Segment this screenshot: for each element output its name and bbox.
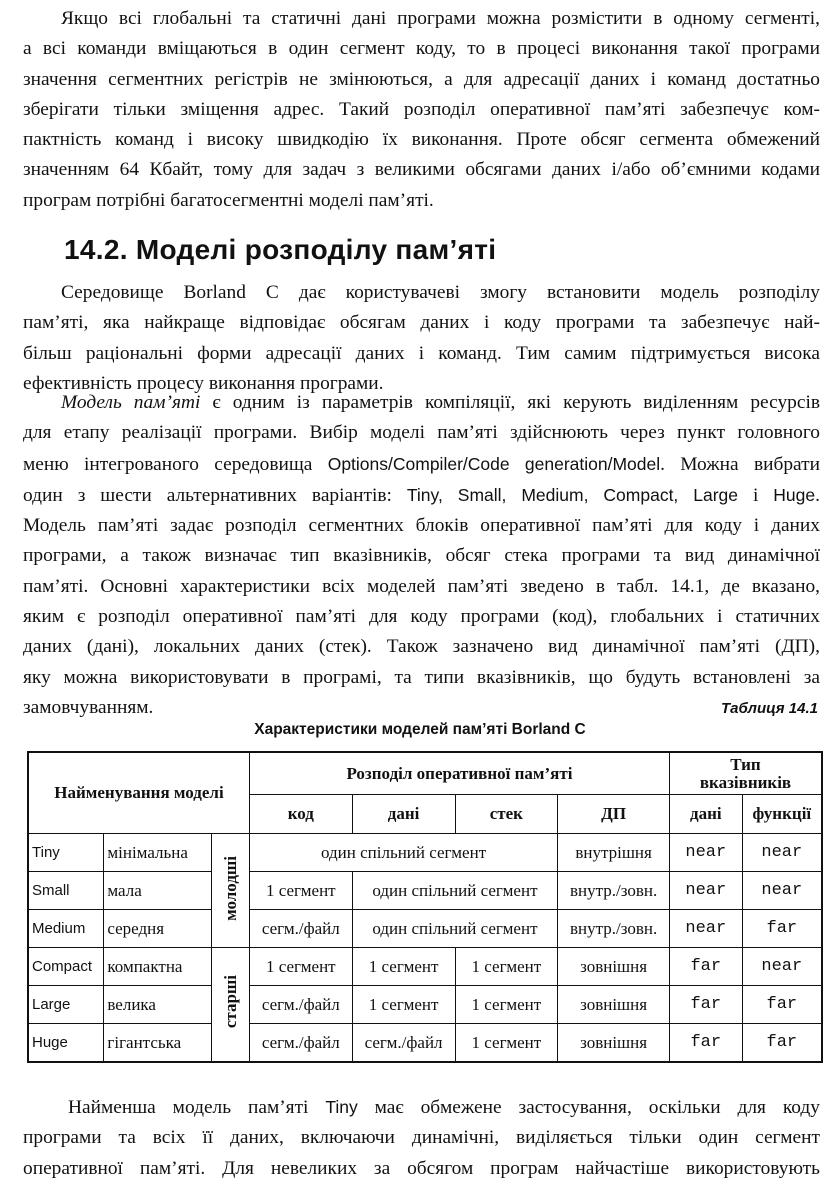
table-row: [28, 1024, 822, 1063]
cell-ptr-func: near: [742, 872, 822, 910]
cell-ptr-func: near: [742, 948, 822, 986]
cell-ptr-func: far: [742, 910, 822, 948]
text-line: зберігати тільки зміщення адрес. Такий розподіл оперативної пам’яті забезпечує ком-: [23, 98, 820, 120]
cell-code: 1 сегмент: [249, 948, 352, 986]
group-junior: [212, 834, 250, 948]
cell-shared: один спільний сегмент: [352, 872, 558, 910]
text-span: має обмежене застосування, оскільки для коду: [357, 1097, 820, 1118]
header-data: дані: [352, 795, 455, 834]
text-span: Найменша модель пам’яті: [68, 1097, 326, 1118]
text-span: є одним із параметрів компіляції, які керують виділенням ресурсів: [200, 392, 820, 413]
memory-models-table: [27, 751, 823, 1063]
text-line: ефективність процесу виконання програми.: [23, 372, 384, 394]
model-name: Large: [28, 986, 104, 1024]
table-caption: Характеристики моделей пам’яті Borland C: [254, 721, 586, 738]
model-name: Tiny: [28, 834, 104, 872]
header-pointer-type-2: вказівників: [699, 772, 792, 792]
text-line: замовчуванням.: [23, 696, 154, 718]
cell-ptr-data: near: [669, 834, 742, 872]
text-span: .: [815, 484, 820, 506]
cell-heap: зовнішня: [558, 948, 670, 986]
cell-heap: внутр./зовн.: [558, 910, 670, 948]
header-ptr-func: функції: [742, 795, 822, 834]
model-tiny: Tiny: [325, 1097, 358, 1117]
text-line: Модель пам’яті задає розподіл сегментних блоків оперативної пам’яті для коду і даних: [23, 515, 820, 537]
section-heading: 14.2. Моделі розподілу пам’яті: [64, 234, 497, 265]
text-line: [23, 388, 820, 418]
model-name: Compact: [28, 948, 104, 986]
intro-paragraph: [23, 4, 820, 216]
text-line: [23, 480, 820, 511]
text-line: пактність команд і високу швидкодію їх виконання. Проте обсяг сегмента обмежений: [23, 129, 820, 151]
model-huge: Huge: [773, 484, 816, 505]
cell-data: 1 сегмент: [352, 948, 455, 986]
model-desc: мала: [104, 872, 212, 910]
text-line: більш раціональні форми адресації даних і команд. Тим самим підтримується висока: [23, 342, 820, 364]
cell-heap: внутр./зовн.: [558, 872, 670, 910]
cell-code: сегм./файл: [249, 986, 352, 1024]
cell-heap: зовнішня: [558, 1024, 670, 1063]
text-line: Середовище Borland C дає користувачеві змогу встановити модель розподілу: [61, 282, 820, 303]
header-ptr-data: дані: [669, 795, 742, 834]
group-junior-label: молодші: [220, 855, 240, 921]
model-name: Medium: [28, 910, 104, 948]
cell-code: сегм./файл: [249, 910, 352, 948]
table-row: [28, 948, 822, 986]
text-span: один з шести альтернативних варіантів:: [23, 484, 407, 506]
text-line: пам’яті. Основні характеристики всіх моделей пам’яті зведено в табл. 14.1, де вказано,: [23, 575, 820, 597]
text-line: яким є розподіл оперативної пам’яті для коду програми (код), глобальних і статичних: [23, 606, 820, 628]
table-row: [28, 872, 822, 910]
cell-ptr-func: near: [742, 834, 822, 872]
text-span: . Можна вибрати: [660, 453, 820, 475]
cell-ptr-data: far: [669, 948, 742, 986]
text-line: Якщо всі глобальні та статичні дані програми можна розмістити в одному сегменті,: [61, 8, 820, 29]
model-desc: велика: [104, 986, 212, 1024]
cell-heap: зовнішня: [558, 986, 670, 1024]
cell-stack: 1 сегмент: [455, 948, 558, 986]
table-row: [28, 910, 822, 948]
text-span: і: [738, 484, 774, 506]
paragraph-environment: [23, 278, 820, 399]
header-distribution: Розподіл оперативної пам’яті: [249, 752, 669, 795]
text-line: програми та всіх її даних, включаючи динамічні, виділяється тільки один сегмент: [23, 1127, 820, 1149]
table-row: [28, 986, 822, 1024]
cell-data: 1 сегмент: [352, 986, 455, 1024]
header-code: код: [249, 795, 352, 834]
header-pointer-type-1: Тип: [730, 754, 761, 774]
model-desc: середня: [104, 910, 212, 948]
cell-ptr-func: far: [742, 1024, 822, 1063]
cell-stack: 1 сегмент: [455, 986, 558, 1024]
model-list: Tiny, Small, Medium, Compact, Large: [406, 484, 739, 505]
model-name: Small: [28, 872, 104, 910]
text-line: яку можна використовувати в програмі, та типи вказівників, що будуть встановлені за: [23, 666, 820, 688]
table-label: Таблиця 14.1: [721, 700, 818, 717]
model-desc: гігантська: [104, 1024, 212, 1063]
cell-ptr-data: near: [669, 872, 742, 910]
text-line: а всі команди вміщаються в один сегмент коду, то в процесі виконання такої програми: [23, 38, 820, 60]
cell-ptr-data: near: [669, 910, 742, 948]
cell-stack: 1 сегмент: [455, 1024, 558, 1063]
text-line: програми, а також визначає тип вказівників, обсяг стека програми та вид динамічної: [23, 545, 820, 567]
header-heap: ДП: [558, 795, 670, 834]
text-line: [23, 1092, 820, 1123]
paragraph-memory-model: [23, 388, 820, 723]
cell-ptr-data: far: [669, 1024, 742, 1063]
text-line: даних (дані), локальних даних (стек). Також зазначено вид динамічної пам’яті (ДП),: [23, 636, 820, 658]
final-paragraph: [23, 1092, 820, 1184]
cell-code: 1 сегмент: [249, 872, 352, 910]
header-pointer-type: [669, 752, 822, 795]
model-desc: мінімальна: [104, 834, 212, 872]
model-desc: компактна: [104, 948, 212, 986]
cell-heap: внутрішня: [558, 834, 670, 872]
model-name: Huge: [28, 1024, 104, 1063]
text-line: для етапу реалізації програми. Вибір моделі пам’яті здійснюють через пункт головного: [23, 422, 820, 444]
cell-code: сегм./файл: [249, 1024, 352, 1063]
group-senior-label: старші: [220, 975, 240, 1029]
header-model-name: Найменування моделі: [28, 752, 249, 834]
cell-data: сегм./файл: [352, 1024, 455, 1063]
text-line: оперативної пам’яті. Для невеликих за обсягом програм найчастіше використовують: [23, 1157, 820, 1179]
text-line: значенням 64 Кбайт, тому для задач з великими обсягами даних і/або об’ємними кодами: [23, 159, 820, 181]
cell-ptr-data: far: [669, 986, 742, 1024]
table-row: [28, 834, 822, 872]
text-span: меню інтегрованого середовища: [23, 453, 328, 475]
cell-shared: один спільний сегмент: [249, 834, 557, 872]
cell-shared: один спільний сегмент: [352, 910, 558, 948]
text-line: [23, 449, 820, 480]
text-line: програм потрібні багатосегментні моделі пам’яті.: [23, 189, 434, 211]
text-line: значення сегментних регістрів не змінюються, а для адресації даних і команд достатньо: [23, 68, 820, 90]
header-row: [28, 752, 822, 795]
menu-path: Options/Compiler/Code generation/Model: [327, 453, 661, 474]
header-stack: стек: [455, 795, 558, 834]
term-italic: Модель пам’яті: [61, 392, 201, 413]
group-senior: [212, 948, 250, 1063]
text-line: пам’яті, яка найкраще відповідає обсягам даних і коду програми та забезпечує най-: [23, 312, 820, 334]
cell-ptr-func: far: [742, 986, 822, 1024]
